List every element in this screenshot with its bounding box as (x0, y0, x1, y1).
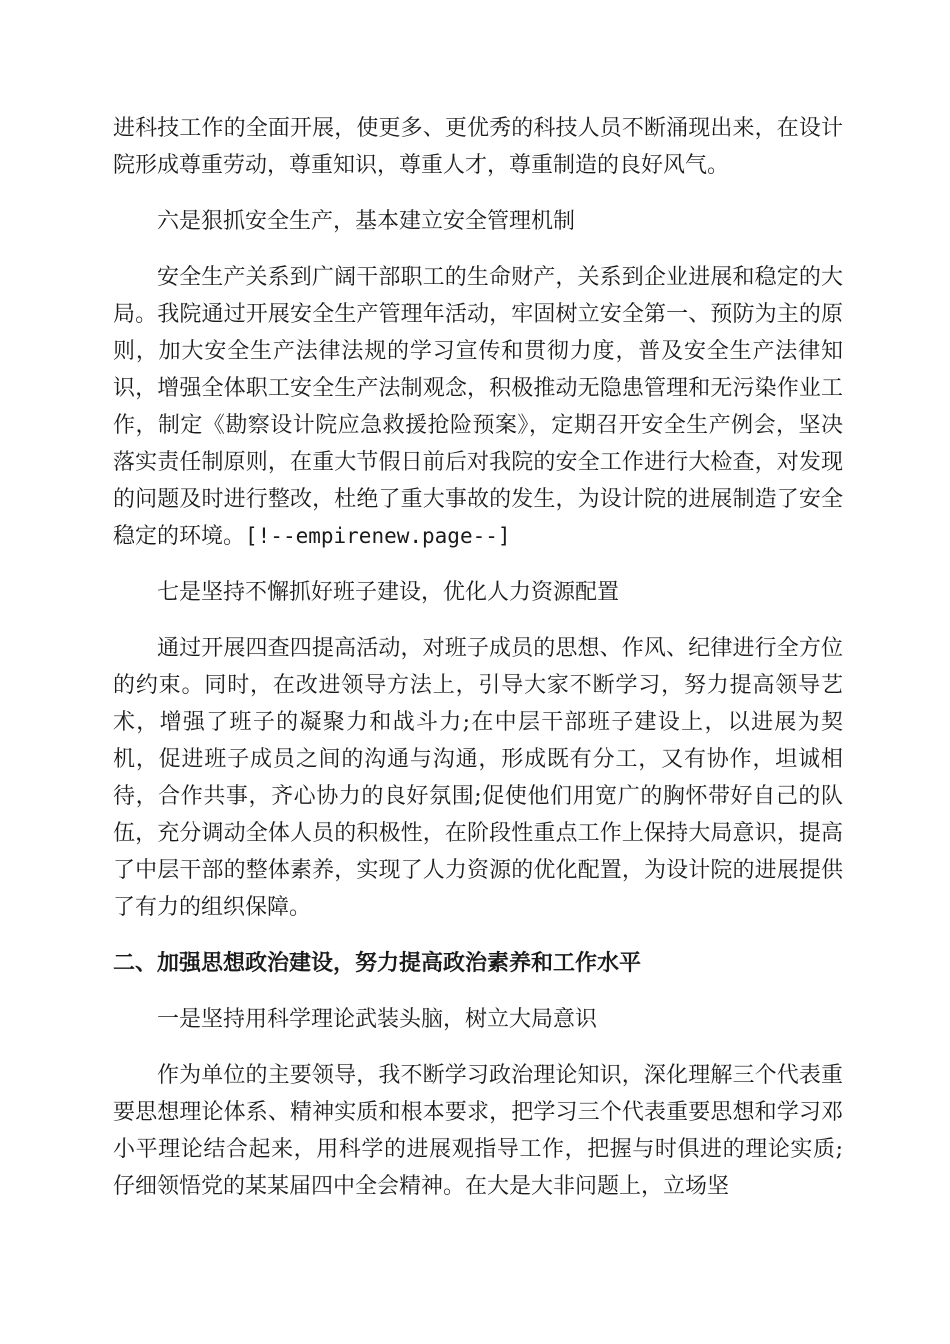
subheading-one: 一是坚持用科学理论武装头脑，树立大局意识 (157, 1007, 598, 1032)
paragraph-safety (113, 259, 843, 555)
document-page (113, 110, 843, 1205)
section-heading-two: 二、加强思想政治建设，努力提高政治素养和工作水平 (113, 951, 642, 976)
paragraph-theory: 作为单位的主要领导，我不断学习政治理论知识，深化理解三个代表重要思想理论体系、精神实质和根本要求，把学习三个代表重要思想和学习邓小平理论结合起来，用科学的进展观指导工作，把握与时俱进的理论实质;仔细领悟党的某某届四中全会精神。在大是大非问题上，立场坚 (113, 1063, 843, 1199)
subheading-six: 六是狠抓安全生产，基本建立安全管理机制 (157, 209, 576, 234)
paragraph-safety-text: 安全生产关系到广阔干部职工的生命财产，关系到企业进展和稳定的大局。我院通过开展安全生产管理年活动，牢固树立安全第一、预防为主的原则，加大安全生产法律法规的学习宣传和贯彻力度，普及安全生产法律知识，增强全体职工安全生产法制观念，积极推动无隐患管理和无污染作业工作，制定《勘察设计院应急救援抢险预案》，定期召开安全生产例会，坚决落实责任制原则，在重大节假日前后对我院的安全工作进行大检查，对发现的问题及时进行整改，杜绝了重大事故的发生，为设计院的进展制造了安全稳定的环境。 (113, 265, 843, 549)
subheading-seven: 七是坚持不懈抓好班子建设，优化人力资源配置 (157, 580, 620, 605)
paragraph-team: 通过开展四查四提高活动，对班子成员的思想、作风、纪律进行全方位的约束。同时，在改进领导方法上，引导大家不断学习，努力提高领导艺术，增强了班子的凝聚力和战斗力;在中层干部班子建设上，以进展为契机，促进班子成员之间的沟通与沟通，形成既有分工，又有协作，坦诚相待，合作共事，齐心协力的良好氛围;促使他们用宽广的胸怀带好自己的队伍，充分调动全体人员的积极性，在阶段性重点工作上保持大局意识，提高了中层干部的整体素养，实现了人力资源的优化配置，为设计院的进展提供了有力的组织保障。 (113, 636, 843, 920)
paragraph-continued: 进科技工作的全面开展，使更多、更优秀的科技人员不断涌现出来，在设计院形成尊重劳动，尊重知识，尊重人才，尊重制造的良好风气。 (113, 116, 843, 178)
page-break-marker: [!--empirenew.page--] (245, 524, 511, 548)
